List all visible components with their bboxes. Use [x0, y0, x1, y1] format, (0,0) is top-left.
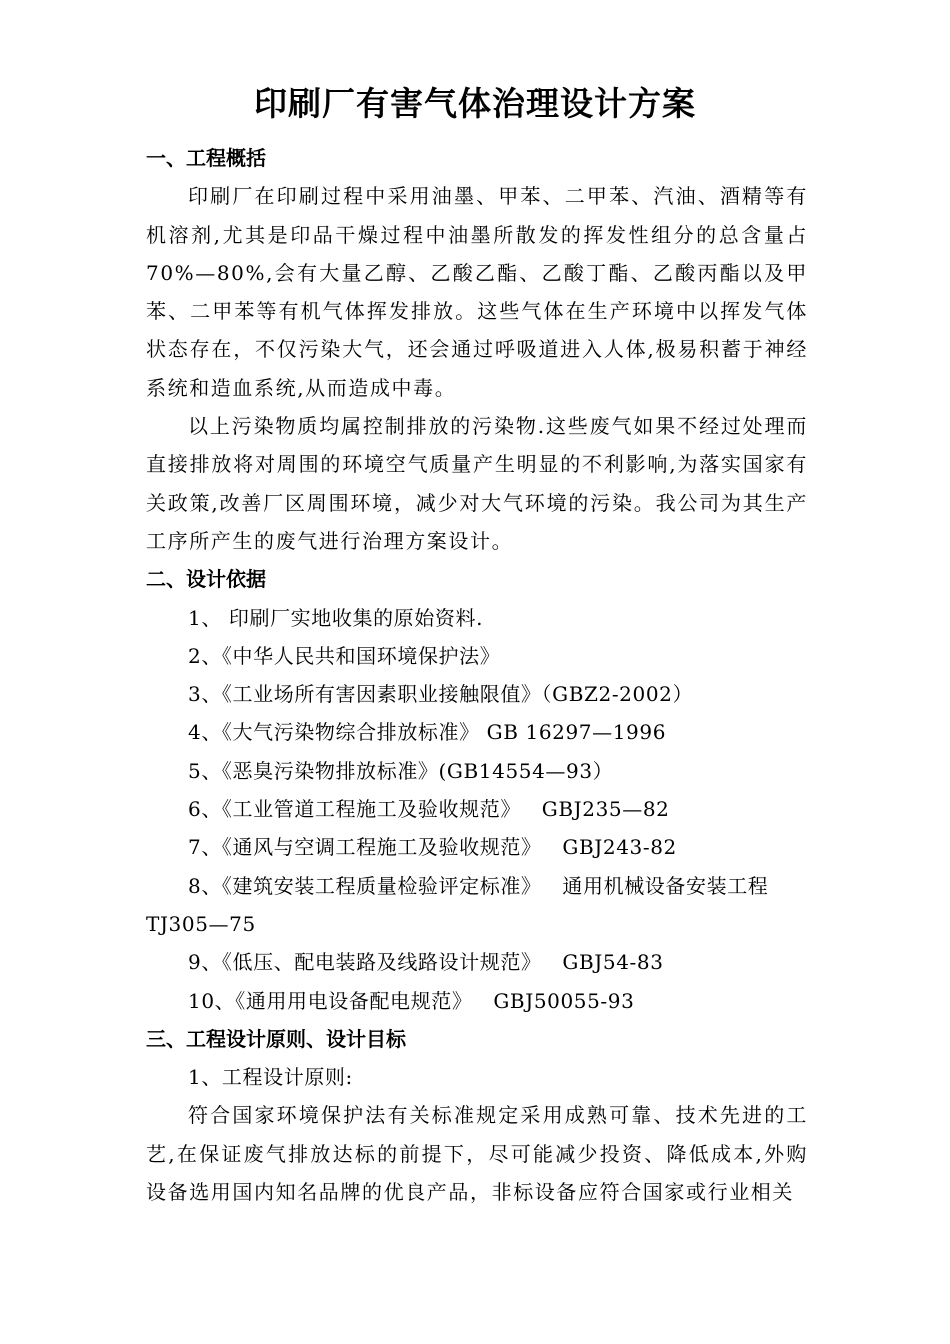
basis-item-4: 4、《大气污染物综合排放标准》 GB 16297—1996 [188, 720, 667, 745]
basis-item-1: 1、 印刷厂实地收集的原始资料. [188, 605, 484, 630]
basis-item-7: 7、《通风与空调工程施工及验收规范》 GBJ243-82 [188, 835, 677, 860]
section-2-heading: 二、设计依据 [146, 567, 266, 592]
basis-item-6: 6、《工业管道工程施工及验收规范》 GBJ235—82 [188, 797, 670, 822]
basis-item-5: 5、《恶臭污染物排放标准》(GB14554—93） [188, 758, 614, 783]
document-body [146, 139, 808, 1211]
document-title: 印刷厂有害气体治理设计方案 [254, 84, 696, 123]
basis-item-10: 10、《通用用电设备配电规范》 GBJ50055-93 [188, 988, 635, 1013]
basis-item-8: 8、《建筑安装工程质量检验评定标准》 通用机械设备安装工程 TJ305—75 [146, 873, 790, 936]
section-3-subheading: 1、工程设计原则: [188, 1065, 353, 1090]
basis-item-9: 9、《低压、配电装路及线路设计规范》 GBJ54-83 [188, 950, 664, 975]
basis-item-3: 3、《工业场所有害因素职业接触限值》（GBZ2-2002） [188, 682, 694, 707]
section-1-paragraph-1: 印刷厂在印刷过程中采用油墨、甲苯、二甲苯、汽油、酒精等有机溶剂,尤其是印品干燥过程中油墨所散发的挥发性组分的总含量占70%—80%,会有大量乙醇、乙酸乙酯、乙酸丁酯、乙酸丙酯以及甲苯、二甲苯等有机气体挥发排放。这些气体在生产环境中以挥发气体状态存在，不仅污染大气，还会通过呼吸道进入人体,极易积蓄于神经系统和造血系统,从而造成中毒。 [146, 184, 808, 400]
section-3-heading: 三、工程设计原则、设计目标 [146, 1026, 406, 1051]
section-3-paragraph: 符合国家环境保护法有关标准规定采用成熟可靠、技术先进的工艺,在保证废气排放达标的前提下，尽可能减少投资、降低成本,外购设备选用国内知名品牌的优良产品，非标设备应符合国家或行业相关 [146, 1103, 808, 1205]
section-1-paragraph-2: 以上污染物质均属控制排放的污染物.这些废气如果不经过处理而直接排放将对周围的环境空气质量产生明显的不利影响,为落实国家有关政策,改善厂区周围环境，减少对大气环境的污染。我公司为其生产工序所产生的废气进行治理方案设计。 [146, 414, 808, 553]
basis-item-2: 2、《中华人民共和国环境保护法》 [188, 643, 501, 668]
section-1-heading: 一、工程概括 [146, 146, 266, 170]
